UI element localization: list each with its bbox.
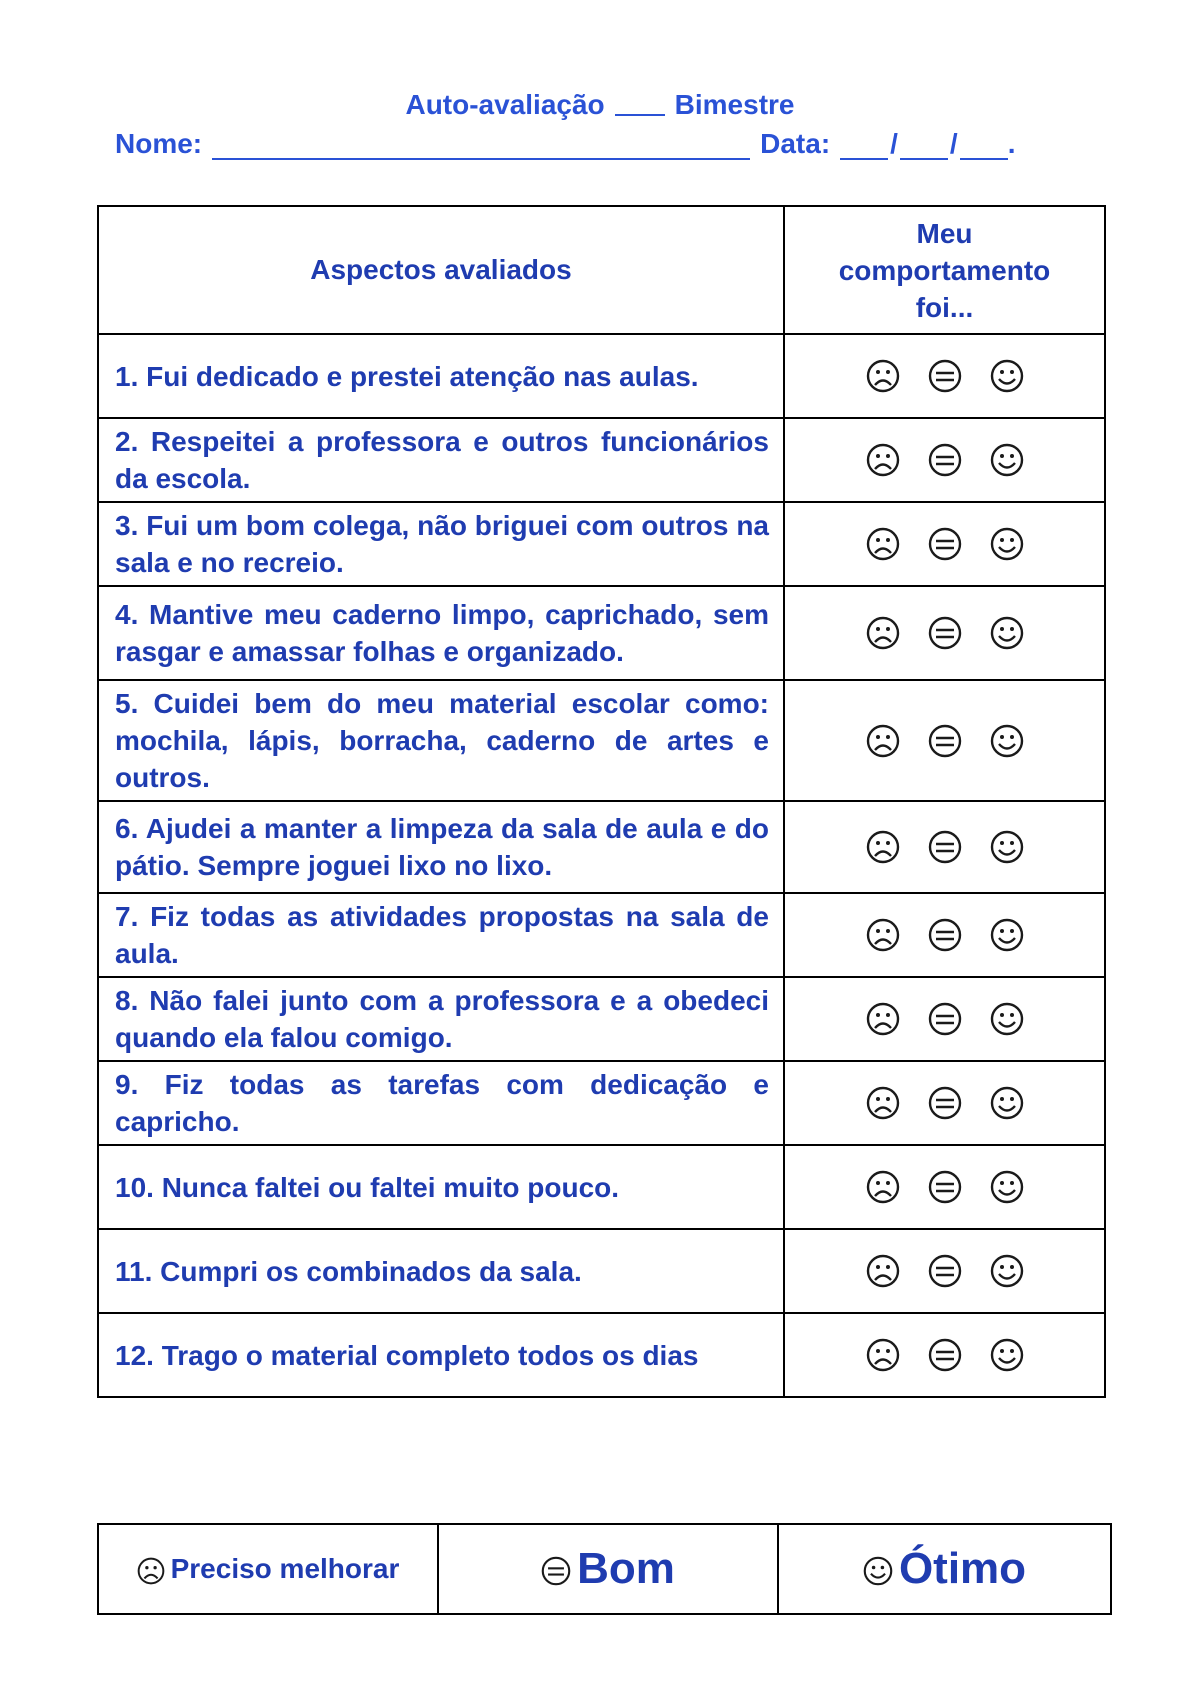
sad-face-icon[interactable] [866,616,900,650]
sad-face-icon[interactable] [866,830,900,864]
happy-face-icon [863,1556,893,1586]
date-separator: / [890,128,898,159]
happy-face-icon[interactable] [990,616,1024,650]
happy-face-icon[interactable] [990,918,1024,952]
aspect-text: 9. Fiz todas as tarefas com dedicação e capricho. [98,1061,784,1145]
happy-face-icon[interactable] [990,830,1024,864]
table-row [98,893,1105,977]
name-field[interactable] [212,128,750,160]
neutral-face-icon[interactable] [928,616,962,650]
table-header-row [98,206,1105,334]
neutral-face-icon[interactable] [928,359,962,393]
face-options [784,801,1105,893]
page-title [0,88,1200,121]
neutral-face-icon[interactable] [928,724,962,758]
aspect-text: 12. Trago o material completo todos os dias [98,1313,784,1397]
aspect-text: 4. Mantive meu caderno limpo, caprichado, sem rasgar e amassar folhas e organizado. [98,586,784,680]
happy-face-icon[interactable] [990,527,1024,561]
legend-neutral [438,1524,778,1614]
table-row [98,1061,1105,1145]
neutral-face-icon [541,1556,571,1586]
legend-neutral-label: Bom [577,1544,675,1593]
name-date-line [115,128,1045,160]
legend-sad [98,1524,438,1614]
legend-happy-label: Ótimo [898,1544,1027,1593]
sad-face-icon[interactable] [866,1170,900,1204]
sad-face-icon[interactable] [866,1254,900,1288]
aspect-text: 1. Fui dedicado e prestei atenção nas aulas. [98,334,784,418]
date-separator: / [949,128,958,159]
sad-face-icon[interactable] [866,443,900,477]
col-behavior-header: Meu comportamento foi... [784,206,1105,334]
date-year-field[interactable] [960,128,1008,160]
aspect-text: 2. Respeitei a professora e outros funcionários da escola. [98,418,784,502]
sad-face-icon[interactable] [866,359,900,393]
face-options [784,418,1105,502]
table-row [98,334,1105,418]
aspect-text: 8. Não falei junto com a professora e a obedeci quando ela falou comigo. [98,977,784,1061]
face-options [784,334,1105,418]
table-row [98,1229,1105,1313]
face-options [784,680,1105,801]
sad-face-icon [137,1557,165,1585]
happy-face-icon[interactable] [990,1338,1024,1372]
date-label: Data: [760,128,831,159]
aspect-text: 3. Fui um bom colega, não briguei com outros na sala e no recreio. [98,502,784,586]
face-options [784,586,1105,680]
legend-happy [778,1524,1111,1614]
neutral-face-icon[interactable] [928,918,962,952]
happy-face-icon[interactable] [990,1170,1024,1204]
table-row [98,502,1105,586]
happy-face-icon[interactable] [990,1002,1024,1036]
face-options [784,1313,1105,1397]
happy-face-icon[interactable] [990,1086,1024,1120]
aspect-text: 7. Fiz todas as atividades propostas na sala de aula. [98,893,784,977]
table-row [98,801,1105,893]
sad-face-icon[interactable] [866,1338,900,1372]
face-options [784,1061,1105,1145]
sad-face-icon[interactable] [866,527,900,561]
neutral-face-icon[interactable] [928,830,962,864]
face-options [784,502,1105,586]
neutral-face-icon[interactable] [928,1338,962,1372]
face-options [784,1229,1105,1313]
neutral-face-icon[interactable] [928,527,962,561]
sad-face-icon[interactable] [866,1002,900,1036]
col-aspects-header: Aspectos avaliados [98,206,784,334]
table-row [98,418,1105,502]
table-row [98,1145,1105,1229]
name-label: Nome: [115,128,203,159]
table-row [98,977,1105,1061]
date-end: . [1007,128,1016,159]
evaluation-table [97,205,1106,1398]
sad-face-icon[interactable] [866,918,900,952]
face-options [784,977,1105,1061]
aspect-text: 10. Nunca faltei ou faltei muito pouco. [98,1145,784,1229]
date-day-field[interactable] [840,128,888,160]
aspect-text: 5. Cuidei bem do meu material escolar como: mochila, lápis, borracha, caderno de artes e outros. [98,680,784,801]
date-month-field[interactable] [900,128,948,160]
aspect-text: 6. Ajudei a manter a limpeza da sala de aula e do pátio. Sempre joguei lixo no lixo. [98,801,784,893]
happy-face-icon[interactable] [990,1254,1024,1288]
table-row [98,680,1105,801]
aspect-text: 11. Cumpri os combinados da sala. [98,1229,784,1313]
happy-face-icon[interactable] [990,724,1024,758]
table-row [98,586,1105,680]
face-options [784,1145,1105,1229]
legend-sad-label: Preciso melhorar [170,1553,400,1584]
neutral-face-icon[interactable] [928,1002,962,1036]
neutral-face-icon[interactable] [928,1086,962,1120]
neutral-face-icon[interactable] [928,1170,962,1204]
neutral-face-icon[interactable] [928,1254,962,1288]
sad-face-icon[interactable] [866,1086,900,1120]
happy-face-icon[interactable] [990,359,1024,393]
title-left: Auto-avaliação [405,89,605,120]
neutral-face-icon[interactable] [928,443,962,477]
bimester-blank[interactable] [615,88,665,116]
legend-table [97,1523,1112,1615]
title-right: Bimestre [674,89,795,120]
happy-face-icon[interactable] [990,443,1024,477]
sad-face-icon[interactable] [866,724,900,758]
table-row [98,1313,1105,1397]
face-options [784,893,1105,977]
